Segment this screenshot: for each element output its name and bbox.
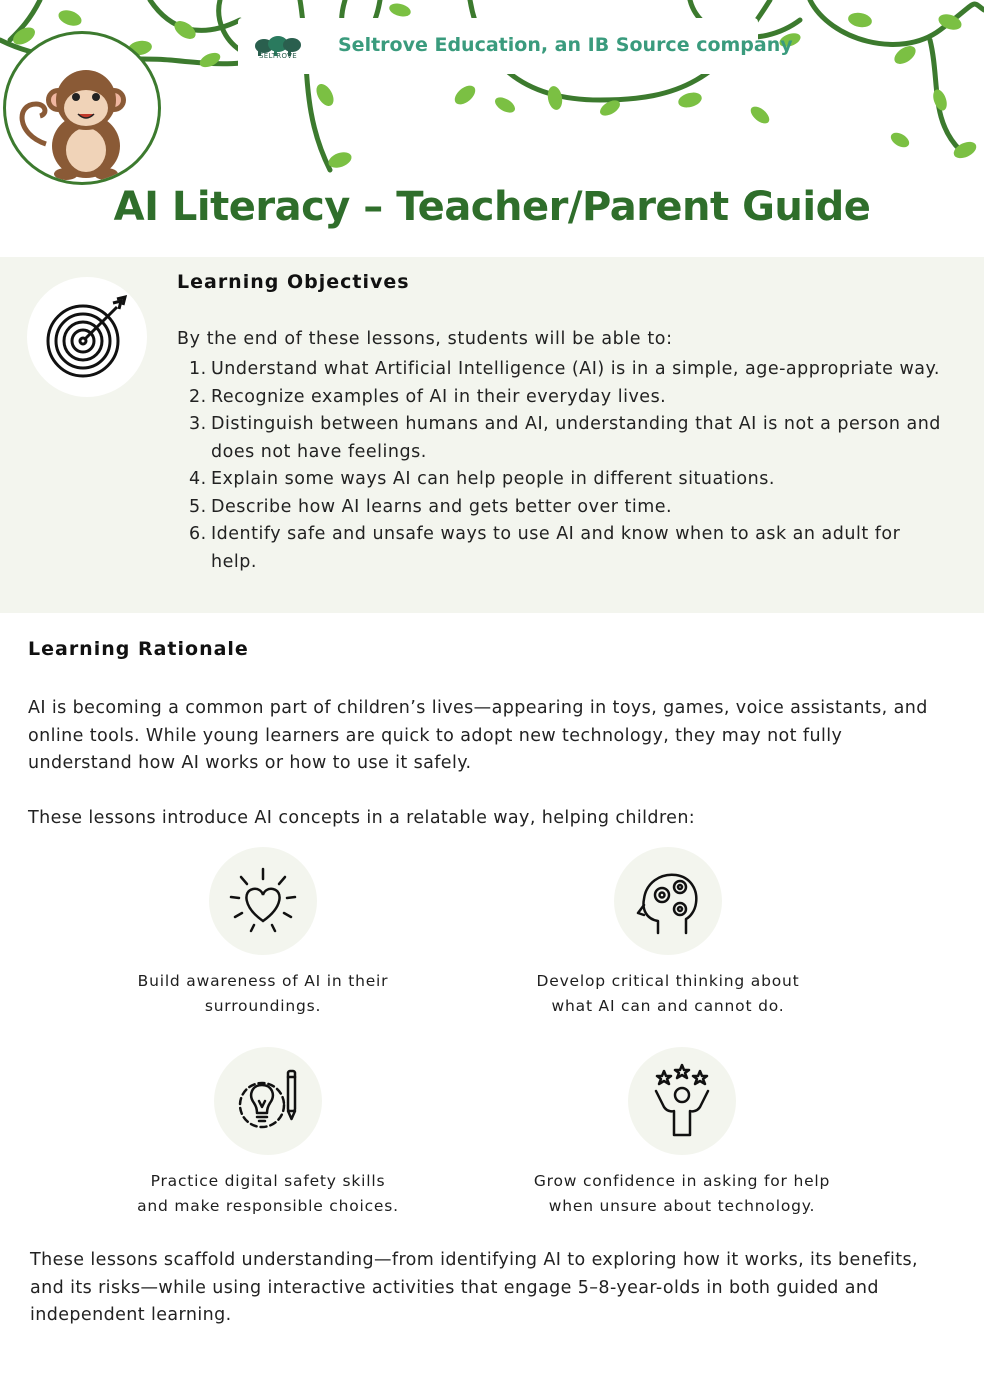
list-item xyxy=(177,411,947,466)
feature-icon-circle xyxy=(614,847,722,955)
feature-icon-circle xyxy=(209,847,317,955)
feature-critical-thinking xyxy=(488,847,848,1019)
monkey-icon xyxy=(6,34,161,185)
person-stars-icon xyxy=(642,1061,722,1141)
list-item-number: 6. xyxy=(189,524,207,544)
feature-caption-line-1: Grow confidence in asking for help xyxy=(533,1172,831,1190)
objectives-intro: By the end of these lessons, students will be able to: xyxy=(177,329,673,349)
feature-icon-circle xyxy=(214,1047,322,1155)
feature-digital-safety xyxy=(88,1047,448,1219)
feature-caption-line-1: Develop critical thinking about xyxy=(536,972,800,990)
list-item-text: Describe how AI learns and gets better over time. xyxy=(211,496,673,517)
feature-caption-line-2: surroundings. xyxy=(204,997,322,1015)
feature-caption xyxy=(502,1169,862,1219)
feature-caption-line-2: when unsure about technology. xyxy=(548,1197,816,1215)
lightbulb-gear-pencil-icon xyxy=(228,1061,308,1141)
brand-name: Seltrove Education, an IB Source company xyxy=(338,34,793,56)
list-item xyxy=(177,356,947,384)
head-gears-icon xyxy=(628,861,708,941)
list-item-text: Recognize examples of AI in their everyday lives. xyxy=(211,386,667,407)
seltrove-elephant-logo xyxy=(252,28,302,68)
list-item-number: 3. xyxy=(189,414,207,434)
feature-caption-line-2: and make responsible choices. xyxy=(137,1197,399,1215)
list-item-text: Understand what Artificial Intelligence (AI) is in a simple, age-appropriate way. xyxy=(211,359,940,379)
brand-header xyxy=(238,18,793,74)
list-item-number: 4. xyxy=(189,469,207,489)
rationale-paragraph-3: These lessons scaffold understanding—from identifying AI to exploring how it works, its benefits, and its risks—while using interactive activities that engage 5–8-year-olds in both guided and independent learning. xyxy=(30,1250,918,1325)
feature-caption-line-2: what AI can and cannot do. xyxy=(551,997,785,1015)
brand-logo-text: SELTROVE xyxy=(259,52,297,60)
rationale-paragraph-1: AI is becoming a common part of children’s lives—appearing in toys, games, voice assistants, and online tools. While young learners are quick to adopt new technology, they may not fully understand how AI works or how to use it safely. xyxy=(28,698,928,773)
rationale-heading: Learning Rationale xyxy=(28,638,249,660)
feature-caption-line-1: Practice digital safety skills xyxy=(150,1172,386,1190)
page-title: AI Literacy – Teacher/Parent Guide xyxy=(113,184,871,230)
feature-caption xyxy=(88,1169,448,1219)
list-item-number: 5. xyxy=(189,496,207,517)
list-item-number: 2. xyxy=(189,386,207,407)
feature-caption-line-1: Build awareness of AI in their xyxy=(137,972,389,990)
list-item xyxy=(177,466,947,494)
list-item xyxy=(177,521,947,576)
objectives-heading: Learning Objectives xyxy=(177,271,410,293)
feature-caption xyxy=(488,969,848,1019)
list-item xyxy=(177,384,947,412)
feature-caption xyxy=(83,969,443,1019)
list-item-text: Explain some ways AI can help people in different situations. xyxy=(211,469,775,489)
feature-icon-circle xyxy=(628,1047,736,1155)
list-item-text: Distinguish between humans and AI, understanding that AI is not a person and does not have feelings. xyxy=(211,414,941,462)
heart-icon xyxy=(223,861,303,941)
rationale-paragraph-2: These lessons introduce AI concepts in a relatable way, helping children: xyxy=(28,808,696,828)
feature-awareness xyxy=(83,847,443,1019)
target-icon xyxy=(27,277,147,397)
feature-confidence xyxy=(502,1047,862,1219)
list-item xyxy=(177,494,947,522)
target-icon-circle xyxy=(27,277,147,397)
learning-objectives-section xyxy=(0,257,984,613)
objectives-list xyxy=(177,356,947,576)
monkey-mascot-badge xyxy=(3,31,161,185)
list-item-number: 1. xyxy=(189,359,207,379)
list-item-text: Identify safe and unsafe ways to use AI and know when to ask an adult for help. xyxy=(211,524,901,572)
